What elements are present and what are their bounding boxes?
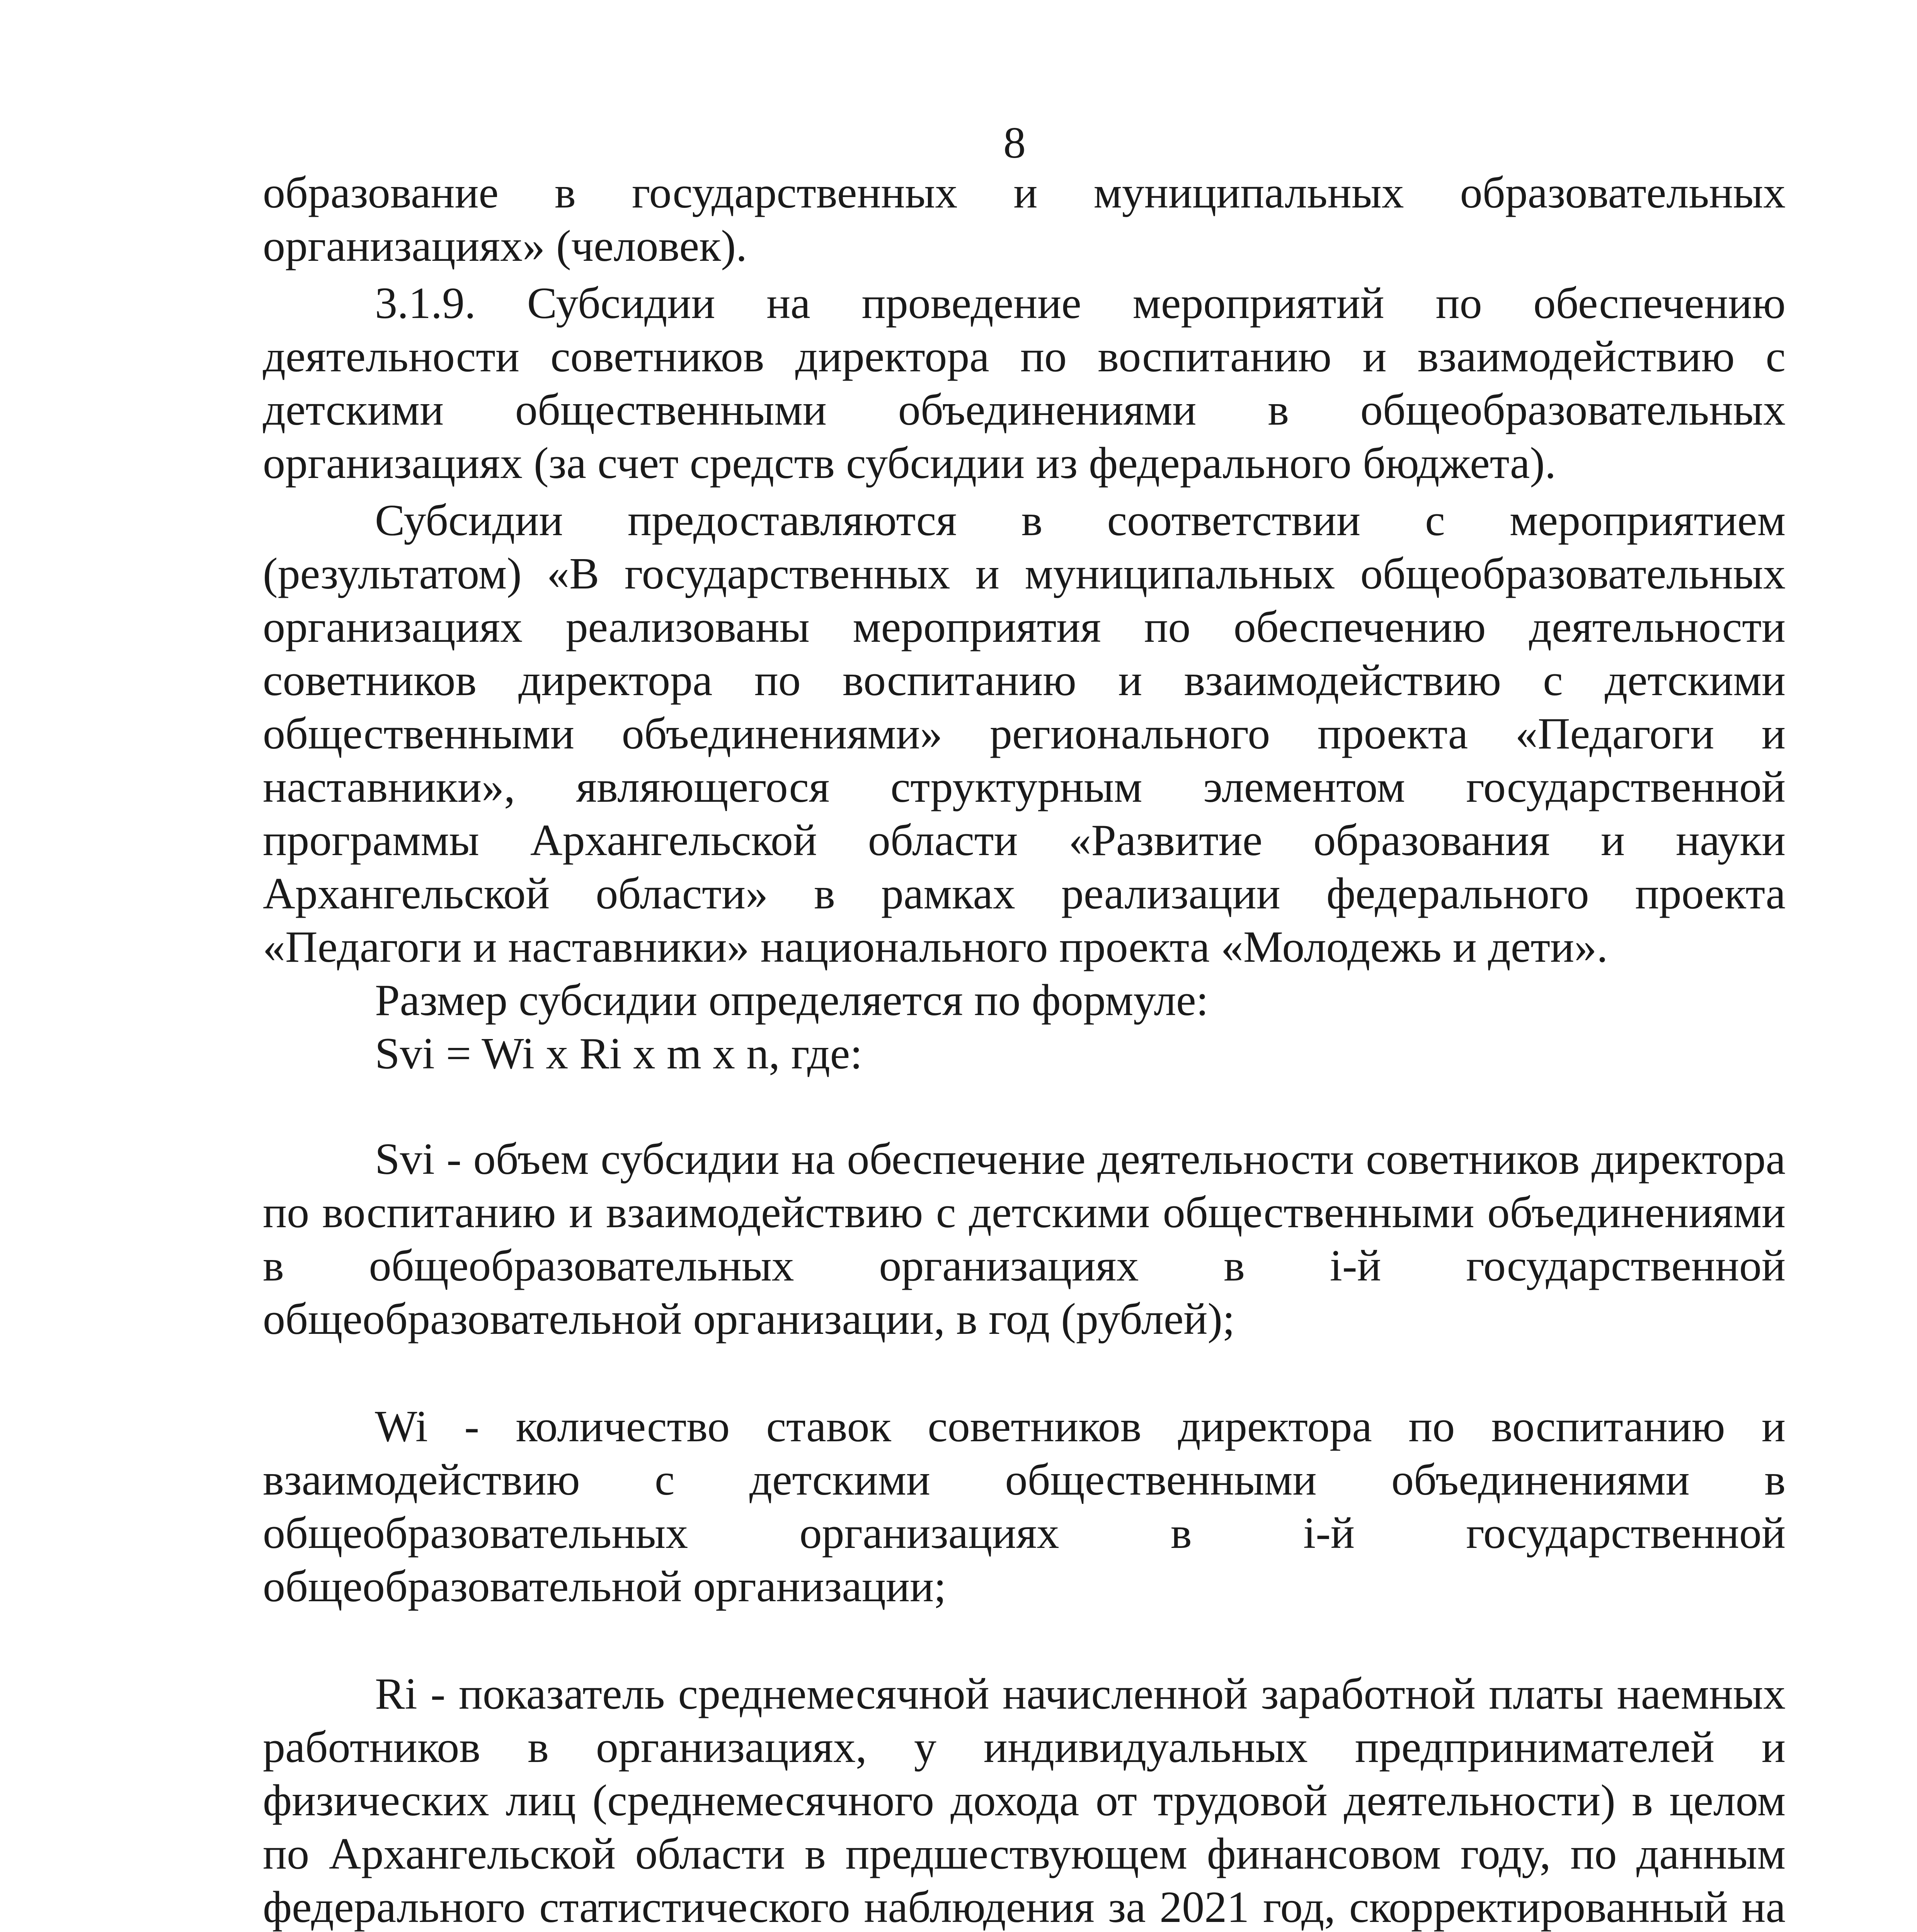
definition-wi: Wi - количество ставок советников директора по воспитанию и взаимодействию с детскими общественными объединениями в общеобразовательных организациях в i-й государственной общеобразовательной организации; [263, 1402, 1786, 1611]
paragraph-formula-intro: Размер субсидии определяется по формуле: [375, 976, 1209, 1025]
page-number: 8 [1003, 118, 1026, 168]
document-body [263, 166, 1786, 1932]
formula: Svi = Wi x Ri x m x n, где: [375, 1029, 863, 1078]
paragraph-subsidy-basis: Субсидии предоставляются в соответствии с мероприятием (результатом) «В государственных и муниципальных общеобразовательных организациях реализованы мероприятия по обеспечению деятельности советников директора по воспитанию и взаимодействию с детскими общественными объединениями» регионального проекта «Педагоги и наставники», являющегося структурным элементом государственной программы Архангельской области «Развитие образования и науки Архангельской области» в рамках реализации федерального проекта «Педагоги и наставники» национального проекта «Молодежь и дети». [263, 496, 1786, 972]
definition-svi: Svi - объем субсидии на обеспечение деятельности советников директора по воспитанию и взаимодействию с детскими общественными объединениями в общеобразовательных организациях в i-й государственной общеобразовательной организации, в год (рублей); [263, 1134, 1786, 1344]
paragraph-3-1-9: 3.1.9. Субсидии на проведение мероприятий по обеспечению деятельности советников директора по воспитанию и взаимодействию с детскими общественными объединениями в общеобразовательных организациях (за счет средств субсидии из федерального бюджета). [263, 279, 1786, 488]
paragraph-continuation: образование в государственных и муниципальных образовательных организациях» (человек). [263, 168, 1786, 271]
definition-ri: Ri - показатель среднемесячной начисленной заработной платы наемных работников в организациях, у индивидуальных предпринимателей и физических лиц (среднемесячного дохода от трудовой деятельности) в целом по Архангельской области в предшествующем финансовом году, по данным федерального статистического наблюдения за 2021 год, скорректированный на [263, 1669, 1786, 1932]
